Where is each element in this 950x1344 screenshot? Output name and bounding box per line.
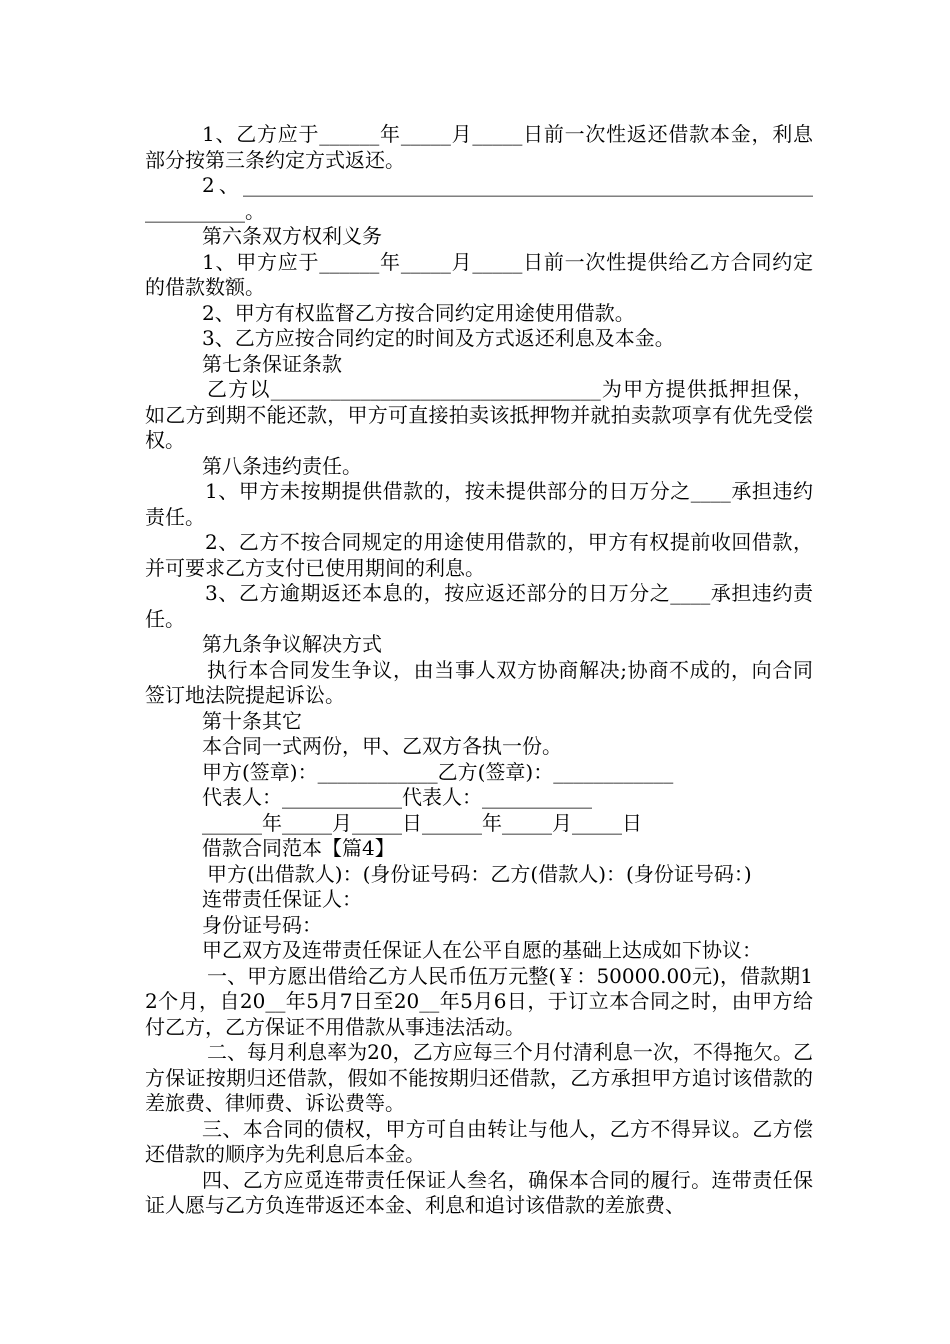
clause-10-copies: 本合同一式两份，甲、乙双方各执一份。 (202, 734, 562, 758)
guarantor-line: 连带责任保证人： (202, 887, 362, 911)
article-9-heading: 第九条争议解决方式 (202, 632, 382, 656)
contract-body (145, 122, 813, 1219)
clause-5-item-1: 1、乙方应于______年_____月_____日前一次性返还借款本金，利息部分按第三条约定方式返还。 (145, 122, 813, 172)
id-number-line: 身份证号码： (202, 912, 322, 937)
signature-line: 甲方(签章)：____________乙方(签章)：____________ (202, 759, 674, 784)
section-title-4: 借款合同范本【篇4】 (202, 836, 395, 860)
date-line: ______年_____月_____日______年_____月_____日 (202, 810, 642, 835)
article-8-heading: 第八条违约责任。 (202, 453, 362, 478)
clause-9-dispute: 执行本合同发生争议，由当事人双方协商解决;协商不成的，向合同签订地法院提起诉讼。 (145, 657, 813, 707)
clause-6-item-3: 3、乙方应按合同约定的时间及方式返还利息及本金。 (202, 326, 675, 350)
parties-line: 甲方(出借款人)：(身份证号码：乙方(借款人)：(身份证号码：) (207, 861, 752, 886)
article-10-heading: 第十条其它 (202, 708, 302, 733)
term-1: 一、甲方愿出借给乙方人民币伍万元整(￥：50000.00元)，借款期12个月，自20__年5月7日至20__年5月6日，于订立本合同之时，由甲方给付乙方，乙方保证不用借款从事违法活动。 (145, 963, 813, 1039)
term-4: 四、乙方应觅连带责任保证人叁名，确保本合同的履行。连带责任保证人愿与乙方负连带返还本金、利息和追讨该借款的差旅费、 (145, 1167, 813, 1217)
article-6-heading: 第六条双方权利义务 (202, 224, 382, 248)
agreement-intro: 甲乙双方及连带责任保证人在公平自愿的基础上达成如下协议： (202, 938, 762, 962)
term-2: 二、每月利息率为20，乙方应每三个月付清利息一次，不得拖欠。乙方保证按期归还借款，假如不能按期归还借款，乙方承担甲方追讨该借款的差旅费、律师费、诉讼费等。 (145, 1040, 813, 1115)
article-7-heading: 第七条保证条款 (202, 351, 342, 376)
clause-7-guarantee: 乙方以_________________________________为甲方提供抵押担保，如乙方到期不能还款，甲方可直接拍卖该抵押物并就拍卖款项享有优先受偿权。 (145, 377, 813, 452)
clause-5-item-2: 2、___________________________________________________________________。 (145, 173, 813, 223)
clause-8-item-3: 3、乙方逾期返还本息的，按应返还部分的日万分之____承担违约责任。 (145, 581, 813, 631)
clause-6-item-1: 1、甲方应于______年_____月_____日前一次性提供给乙方合同约定的借款数额。 (145, 249, 813, 299)
clause-6-item-2: 2、甲方有权监督乙方按合同约定用途使用借款。 (202, 300, 635, 325)
term-3: 三、本合同的债权，甲方可自由转让与他人，乙方不得异议。乙方偿还借款的顺序为先利息后本金。 (145, 1116, 813, 1166)
representative-line: 代表人：____________代表人：___________ (202, 785, 592, 809)
clause-8-item-1: 1、甲方未按期提供借款的，按未提供部分的日万分之____承担违约责任。 (145, 479, 813, 529)
clause-8-item-2: 2、乙方不按合同规定的用途使用借款的，甲方有权提前收回借款，并可要求乙方支付已使用期间的利息。 (145, 530, 813, 580)
